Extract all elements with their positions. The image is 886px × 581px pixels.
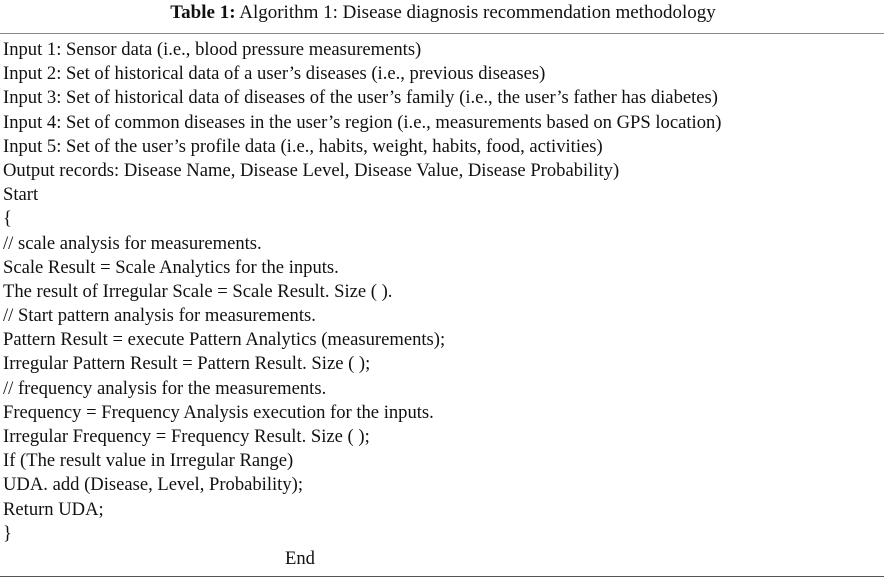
- algorithm-line: // frequency analysis for the measurements.: [3, 377, 327, 399]
- algorithm-line: Irregular Pattern Result = Pattern Result. Size ( );: [3, 353, 371, 375]
- algorithm-line: The result of Irregular Scale = Scale Result. Size ( ).: [3, 280, 393, 302]
- algorithm-line: If (The result value in Irregular Range): [3, 450, 294, 472]
- algorithm-line: Input 3: Set of historical data of diseases of the user’s family (i.e., the user’s father has diabetes): [3, 87, 718, 109]
- algorithm-line: Input 2: Set of historical data of a user’s diseases (i.e., previous diseases): [3, 63, 546, 85]
- top-rule: [0, 33, 884, 34]
- algorithm-line: Scale Result = Scale Analytics for the inputs.: [3, 256, 339, 278]
- algorithm-lines: [3, 38, 885, 546]
- caption-label: Table 1:: [170, 2, 236, 23]
- algorithm-line: Pattern Result = execute Pattern Analytics (measurements);: [3, 329, 446, 351]
- algorithm-line: Irregular Frequency = Frequency Result. Size ( );: [3, 426, 370, 447]
- algorithm-line: UDA. add (Disease, Level, Probability);: [3, 474, 304, 496]
- algorithm-line: Input 1: Sensor data (i.e., blood pressure measurements): [3, 39, 422, 60]
- algorithm-line: Start: [3, 184, 39, 206]
- table-caption: [0, 2, 886, 24]
- algorithm-line: Return UDA;: [3, 498, 104, 520]
- end-label: End: [285, 548, 315, 569]
- algorithm-line: Output records: Disease Name, Disease Level, Disease Value, Disease Probability): [3, 159, 620, 181]
- algorithm-line: Input 5: Set of the user’s profile data (i.e., habits, weight, habits, food, activities): [3, 135, 603, 157]
- caption-text: Algorithm 1: Disease diagnosis recommendation methodology: [235, 2, 716, 23]
- bottom-rule: [0, 576, 884, 577]
- algorithm-line: {: [3, 208, 12, 230]
- algorithm-line: Frequency = Frequency Analysis execution for the inputs.: [3, 401, 434, 423]
- algorithm-line: // scale analysis for measurements.: [3, 232, 262, 254]
- algorithm-line: // Start pattern analysis for measurements.: [3, 305, 316, 327]
- algorithm-line: Input 4: Set of common diseases in the user’s region (i.e., measurements based on GPS location): [3, 111, 722, 133]
- algorithm-line: }: [3, 522, 12, 544]
